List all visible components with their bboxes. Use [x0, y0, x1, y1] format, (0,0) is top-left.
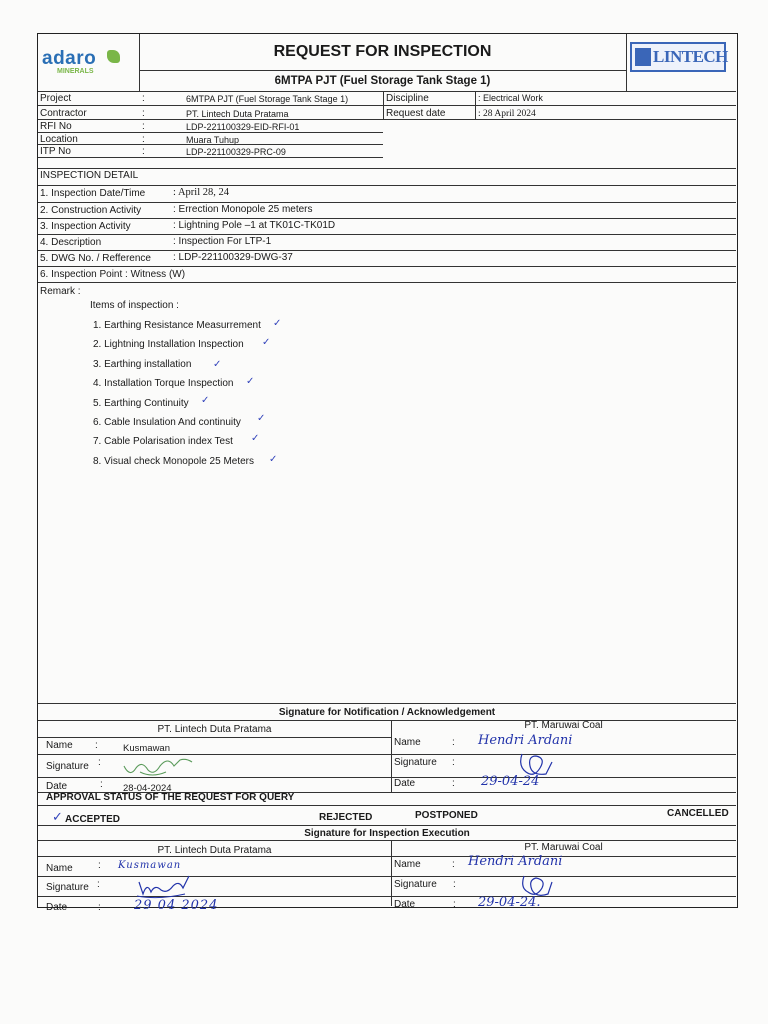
handwritten-date: 29 04 2024 [134, 898, 219, 913]
divider [38, 168, 736, 169]
date-label: Date [394, 778, 416, 789]
contractor-value: PT. Lintech Duta Pratama [186, 109, 289, 119]
colon: : [100, 779, 103, 790]
signature-image [133, 872, 193, 900]
handwritten-date: 29-04-24 [481, 774, 540, 789]
divider [38, 185, 736, 186]
request-date-value: : 28 April 2024 [478, 109, 536, 119]
lintech-logo-text: LINTECH [653, 47, 728, 66]
list-item: 8. Visual check Monopole 25 Meters [93, 456, 255, 467]
checkmark-icon: ✓ [251, 433, 260, 444]
inspection-activity-value: : Lightning Pole –1 at TK01C-TK01D [173, 220, 336, 231]
list-item: 2. Lightning Installation Inspection [93, 339, 244, 350]
checkmark-icon: ✓ [201, 395, 210, 406]
divider [38, 737, 391, 738]
colon: : [452, 859, 455, 870]
approval-option-postponed[interactable]: POSTPONED [415, 810, 478, 821]
handwritten-name: Hendri Ardani [478, 733, 573, 748]
colon: : [142, 108, 145, 119]
divider [38, 202, 736, 203]
list-item: 6. Cable Insulation And continuity [93, 417, 241, 428]
list-item: 3. Earthing installation [93, 359, 192, 370]
inspection-detail-heading: INSPECTION DETAIL [40, 170, 139, 181]
selected-checkmark-icon: ✓ [52, 809, 63, 824]
date-label: Date [46, 902, 68, 913]
name-label: Name [394, 859, 421, 870]
colon: : [452, 757, 455, 768]
colon: : [142, 146, 145, 157]
dwg-no-label: 5. DWG No. / Refference [40, 253, 151, 264]
construction-activity-label: 2. Construction Activity [40, 205, 142, 216]
remark-label: Remark : [40, 286, 81, 297]
itp-no-value: LDP-221100329-PRC-09 [186, 147, 286, 157]
approval-option-accepted[interactable]: ACCEPTED [65, 814, 121, 825]
approval-heading: APPROVAL STATUS OF THE REQUEST FOR QUERY [46, 792, 295, 803]
name-label: Name [46, 740, 73, 751]
divider [38, 703, 736, 704]
signature-label: Signature [394, 879, 437, 890]
checkmark-icon: ✓ [246, 376, 255, 387]
inspection-date-label: 1. Inspection Date/Time [40, 188, 146, 199]
list-item: 5. Earthing Continuity [93, 398, 189, 409]
divider [38, 218, 736, 219]
colon: : [142, 121, 145, 132]
divider [38, 282, 736, 283]
date-label: Date [46, 781, 68, 792]
divider [38, 105, 736, 106]
location-value: Muara Tuhup [186, 135, 240, 145]
divider [38, 266, 736, 267]
discipline-value: : Electrical Work [478, 93, 543, 103]
approval-option-cancelled[interactable]: CANCELLED [667, 808, 729, 819]
project-value: 6MTPA PJT (Fuel Storage Tank Stage 1) [186, 94, 349, 104]
handwritten-name: Hendri Ardani [468, 854, 563, 869]
approval-option-rejected[interactable]: REJECTED [319, 812, 373, 823]
colon: : [452, 778, 455, 789]
colon: : [98, 860, 101, 871]
colon: : [142, 134, 145, 145]
execution-left-company: PT. Lintech Duta Pratama [157, 845, 272, 856]
divider [626, 34, 627, 91]
colon: : [95, 740, 98, 751]
handwritten-date: 29-04-24. [478, 895, 541, 910]
notification-right-company: PT. Maruwai Coal [524, 720, 603, 731]
checkmark-icon: ✓ [257, 413, 266, 424]
contractor-label: Contractor [40, 108, 87, 119]
rfi-no-label: RFI No [40, 121, 72, 132]
adaro-logo-sub: MINERALS [57, 68, 94, 75]
description-value: : Inspection For LTP-1 [173, 236, 272, 247]
list-item: 4. Installation Torque Inspection [93, 378, 234, 389]
adaro-logo [42, 48, 136, 80]
checkmark-icon: ✓ [269, 454, 278, 465]
signature-label: Signature [46, 882, 89, 893]
colon: : [142, 93, 145, 104]
date-value: 28-04-2024 [123, 783, 172, 794]
checkmark-icon: ✓ [262, 337, 271, 348]
notification-left-company: PT. Lintech Duta Pratama [157, 724, 272, 735]
colon: : [97, 879, 100, 890]
colon: : [98, 902, 101, 913]
discipline-label: Discipline [386, 93, 429, 104]
construction-activity-value: : Errection Monopole 25 meters [173, 204, 313, 215]
name-label: Name [46, 863, 73, 874]
dwg-no-value: : LDP-221100329-DWG-37 [173, 252, 293, 263]
description-label: 4. Description [40, 237, 102, 248]
inspection-point-label: 6. Inspection Point : Witness (W) [40, 269, 186, 280]
handwritten-name: Kusmawan [118, 860, 182, 871]
divider [38, 825, 736, 826]
checkmark-icon: ✓ [273, 318, 282, 329]
divider [38, 805, 736, 806]
inspection-activity-label: 3. Inspection Activity [40, 221, 131, 232]
remark-intro: Items of inspection : [90, 300, 179, 311]
inspection-form [37, 33, 738, 913]
divider [38, 840, 736, 841]
lintech-logo-mark [635, 48, 651, 66]
checkmark-icon: ✓ [213, 359, 222, 370]
name-label: Name [394, 737, 421, 748]
adaro-logo-mark [107, 50, 120, 63]
rfi-no-value: LDP-221100329-EID-RFI-01 [186, 122, 300, 132]
colon: : [452, 737, 455, 748]
signature-label: Signature [46, 761, 89, 772]
divider [38, 234, 736, 235]
name-value: Kusmawan [123, 743, 170, 754]
list-item: 7. Cable Polarisation index Test [93, 436, 233, 447]
notification-heading: Signature for Notification / Acknowledgement [278, 707, 496, 718]
signature-label: Signature [394, 757, 437, 768]
colon: : [453, 899, 456, 910]
colon: : [98, 757, 101, 768]
request-date-label: Request date [386, 108, 446, 119]
project-label: Project [40, 93, 72, 104]
list-item: 1. Earthing Resistance Measurrement [93, 320, 261, 331]
itp-no-label: ITP No [40, 146, 71, 157]
divider [38, 250, 736, 251]
form-title: REQUEST FOR INSPECTION [273, 43, 492, 60]
execution-right-company: PT. Maruwai Coal [524, 842, 603, 853]
execution-heading: Signature for Inspection Execution [304, 828, 470, 839]
divider [38, 91, 736, 92]
location-label: Location [40, 134, 78, 145]
divider [139, 70, 626, 71]
colon: : [453, 879, 456, 890]
lintech-logo [630, 42, 726, 72]
adaro-logo-text: adaro [42, 48, 97, 69]
date-label: Date [394, 899, 416, 910]
inspection-date-value: : April 28, 24 [173, 187, 230, 198]
form-subtitle: 6MTPA PJT (Fuel Storage Tank Stage 1) [274, 75, 491, 87]
signature-image [120, 752, 200, 780]
